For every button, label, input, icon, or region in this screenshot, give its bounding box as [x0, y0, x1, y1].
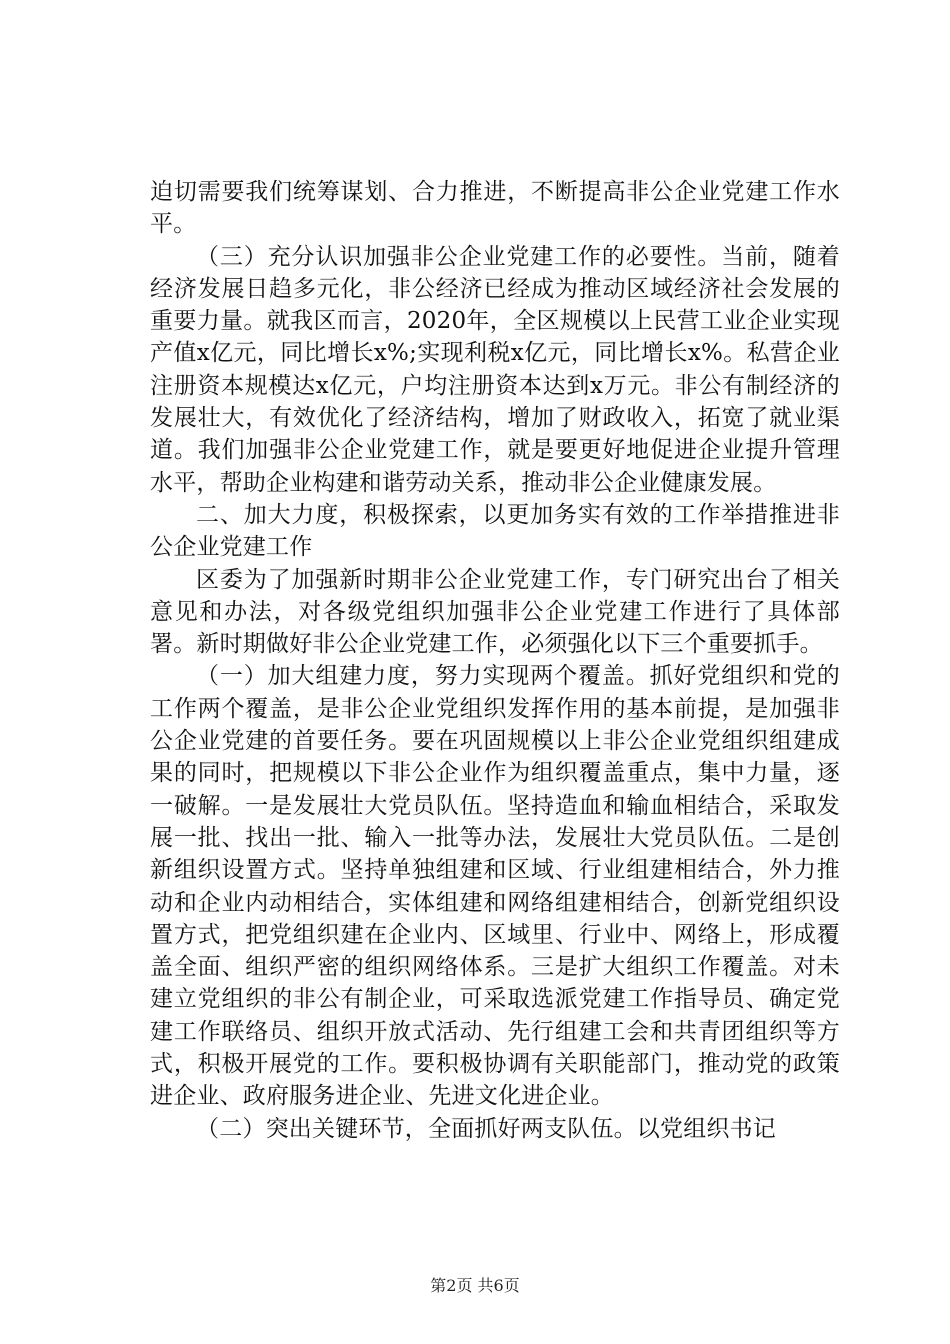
- heading-part-2: 二、加大力度，积极探索，以更加务实有效的工作举措推进非公企业党建工作: [150, 501, 840, 561]
- page-footer: 第2页 共6页: [430, 1276, 520, 1295]
- paragraph-intro: 区委为了加强新时期非公企业党建工作，专门研究出台了相关意见和办法，对各级党组织加强非公企业党建工作进行了具体部署。新时期做好非公企业党建工作，必须强化以下三个重要抓手。: [150, 566, 840, 658]
- paragraph-subsection-1: （一）加大组建力度，努力实现两个覆盖。抓好党组织和党的工作两个覆盖，是非公企业党组织发挥作用的基本前提，是加强非公企业党建的首要任务。要在巩固规模以上非公企业党组织组建成果的同时，把规模以下非公企业作为组织覆盖重点，集中力量，逐一破解。一是发展壮大党员队伍。坚持造血和输血相结合，采取发展一批、找出一批、输入一批等办法，发展壮大党员队伍。二是创新组织设置方式。坚持单独组建和区域、行业组建相结合，外力推动和企业内动相结合，实体组建和网络组建相结合，创新党组织设置方式，把党组织建在企业内、区域里、行业中、网络上，形成覆盖全面、组织严密的组织网络体系。三是扩大组织工作覆盖。对未建立党组织的非公有制企业，可采取选派党建工作指导员、确定党建工作联络员、组织开放式活动、先行组建工会和共青团组织等方式，积极开展党的工作。要积极协调有关职能部门，推动党的政策进企业、政府服务进企业、先进文化进企业。: [150, 663, 840, 1110]
- paragraph-subsection-2: （二）突出关键环节，全面抓好两支队伍。以党组织书记: [196, 1115, 776, 1142]
- paragraph-section-3: （三）充分认识加强非公企业党建工作的必要性。当前，随着经济发展日趋多元化，非公经济已经成为推动区域经济社会发展的重要力量。就我区而言，2020年，全区规模以上民营工业企业实现产值x亿元，同比增长x%;实现利税x亿元，同比增长x%。私营企业注册资本规模达x亿元，户均注册资本达到x万元。非公有制经济的发展壮大，有效优化了经济结构，增加了财政收入，拓宽了就业渠道。我们加强非公企业党建工作，就是要更好地促进企业提升管理水平，帮助企业构建和谐劳动关系，推动非公企业健康发展。: [150, 243, 840, 496]
- paragraph-continuation: 迫切需要我们统筹谋划、合力推进，不断提高非公企业党建工作水平。: [150, 179, 840, 238]
- document-body: [150, 176, 840, 1145]
